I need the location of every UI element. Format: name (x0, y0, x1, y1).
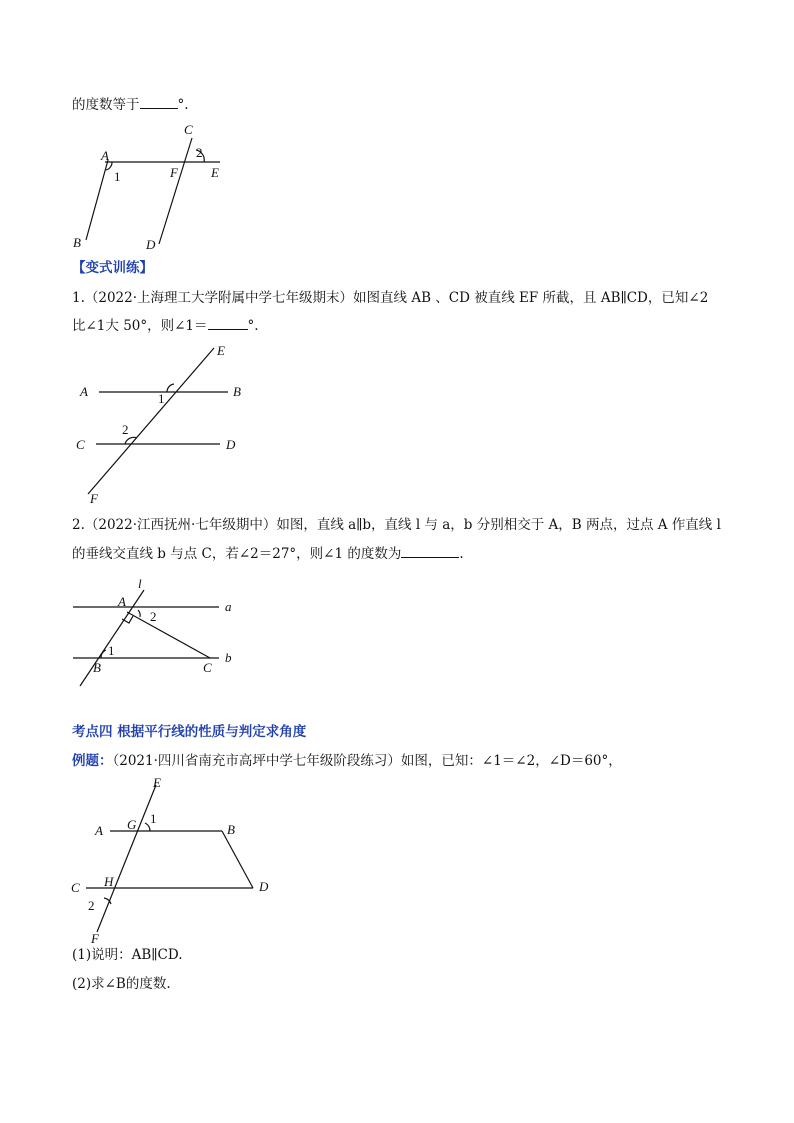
label-H: H (104, 874, 114, 889)
line-ef (88, 348, 214, 494)
label-E: E (211, 165, 219, 180)
section4-heading: 考点四 根据平行线的性质与判定求角度 (72, 724, 307, 740)
label-1: 1 (114, 169, 121, 184)
figure-q1 (76, 343, 241, 506)
label-G: G (127, 817, 137, 832)
figure-top (73, 122, 220, 252)
label-B: B (93, 660, 101, 675)
label-A: A (95, 823, 103, 838)
label-D: D (226, 437, 236, 452)
example-label: 例题： (72, 753, 113, 769)
label-l: l (138, 576, 142, 591)
sub-question-2: (2)求∠B的度数. (72, 976, 171, 992)
label-A: A (118, 594, 126, 609)
answer-blank-q2[interactable] (401, 545, 459, 558)
label-E: E (217, 343, 225, 358)
label-A: A (80, 384, 88, 399)
label-2: 2 (196, 145, 203, 160)
line-l (80, 590, 144, 686)
figure-q2 (73, 576, 232, 686)
label-D: D (146, 237, 156, 252)
q1-line1: 1.（2022·上海理工大学附属中学七年级期末）如图直线 AB 、CD 被直线 EF 所截，且 AB∥CD，已知∠2 (72, 290, 709, 306)
q1-line2-post: °. (247, 318, 259, 334)
angle2-arc (138, 610, 140, 617)
sub-question-1: (1)说明：AB∥CD. (72, 947, 183, 963)
label-1: 1 (158, 391, 165, 406)
line-bd (222, 831, 253, 888)
label-A: A (101, 148, 109, 163)
label-1: 1 (150, 811, 157, 826)
q1-line2 (72, 317, 259, 335)
label-B: B (233, 384, 241, 399)
variant-heading: 【变式训练】 (72, 260, 153, 276)
label-F: F (90, 491, 98, 506)
q2-line2-post: . (459, 546, 464, 562)
angle1-arc (101, 650, 106, 658)
label-b: b (225, 650, 232, 665)
label-C: C (76, 437, 85, 452)
q2-line2 (72, 545, 464, 563)
example-line (72, 752, 622, 770)
label-B: B (73, 235, 81, 250)
angle1-arc (167, 384, 174, 392)
example-text: （2021·四川省南充市高坪中学七年级阶段练习）如图，已知：∠1＝∠2，∠D＝60°， (112, 753, 622, 769)
label-F: F (170, 165, 178, 180)
label-2: 2 (122, 422, 129, 437)
q2-line2-pre: 的垂线交直线 b 与点 C，若∠2＝27°，则∠1 的度数为 (72, 546, 402, 562)
line-cd (159, 138, 192, 244)
right-angle-mark (122, 616, 133, 623)
top-tail: °. (177, 97, 189, 113)
label-2: 2 (88, 898, 95, 913)
line-ab (86, 160, 108, 240)
q1-line2-pre: 比∠1大 50°，则∠1＝ (72, 318, 208, 334)
label-E: E (153, 775, 161, 790)
label-F: F (91, 931, 99, 946)
label-B: B (227, 822, 235, 837)
label-C: C (203, 660, 212, 675)
label-D: D (259, 879, 269, 894)
line-ef (97, 785, 156, 932)
label-1: 1 (108, 643, 115, 658)
angle2-arc (125, 437, 137, 444)
label-2: 2 (150, 609, 157, 624)
q2-line1: 2.（2022·江西抚州·七年级期中）如图，直线 a∥b，直线 l 与 a，b 分别相交于 A，B 两点，过点 A 作直线 l (72, 517, 721, 533)
answer-blank-q1[interactable] (208, 317, 248, 330)
line-ac (127, 612, 210, 658)
figure-example (71, 775, 269, 946)
label-a: a (225, 599, 232, 614)
label-C: C (71, 880, 80, 895)
top-text: 的度数等于 (72, 97, 140, 113)
label-C: C (184, 122, 193, 137)
